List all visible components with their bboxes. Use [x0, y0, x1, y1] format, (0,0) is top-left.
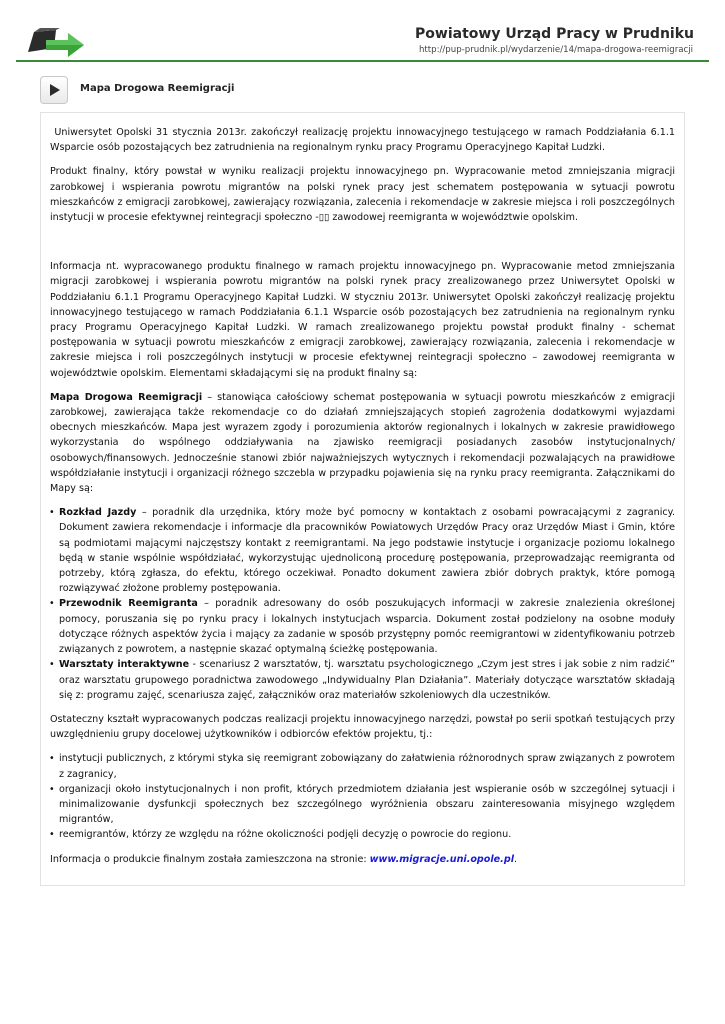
paragraph-intro: Uniwersytet Opolski 31 stycznia 2013r. zakończył realizację projektu innowacyjnego testującego w ramach Poddziałania 6.1.1 Wsparcie osób pozostających bez zatrudnienia na regionalnym rynku pracy Programu Operacyjnego Kapitał Ludzki. [50, 127, 675, 154]
migracje-link[interactable]: www.migracje.uni.opole.pl [369, 853, 514, 865]
paragraph-final-shape: Ostateczny kształt wypracowanych podczas realizacji projektu innowacyjnego narzędzi, powstał po serii spotkań testujących przy uwzględnieniu grupy docelowej użytkowników i odbiorców efektów projektu, tj.: [50, 713, 675, 741]
target-groups-list [50, 751, 675, 842]
list-item: • organizacji około instytucjonalnych i non profit, których przedmiotem działania jest wspieranie osób w szczególnej sytuacji i minimalizowanie dysfunkcji społecznych bez szczególnego wyróżnienia obszaru zainteresowania misyjnego względem migrantów, [50, 782, 675, 828]
list-item: • Przewodnik Reemigranta – poradnik adresowany do osób poszukujących informacji w zakresie znalezienia określonej pomocy, poruszania się po rynku pracy i lokalnych instytucjach wsparcia. Dokument został podzielony na osobne moduły dotyczące różnych aspektów życia i mający za zadanie w sposób przystępny pomóc reemigrantowi w zidentyfikowaniu potrzeb związanych z powrotem, a następnie skazać optymalną ścieżkę postępowania. [50, 596, 675, 657]
article-content [50, 125, 675, 876]
header-divider [16, 60, 709, 62]
page-header [16, 14, 709, 62]
list-item: • Warsztaty interaktywne - scenariusz 2 warsztatów, tj. warsztatu psychologicznego „Czym jest stres i jak sobie z nim radzić” oraz warsztatu grupowego poradnictwa zawodowego „Indywidualny Plan Działania”. Materiały dotyczące warsztatów składają się z: programu zajęć, scenariusza zajęć, załączników oraz materiałów szkoleniowych dla uczestników. [50, 657, 675, 703]
paragraph-product: Produkt finalny, który powstał w wyniku realizacji projektu innowacyjnego pn. Wypracowanie metod zmniejszania migracji zarobkowej i wspierania powrotu migrantów na polski rynek pracy jest schematem postępowania w sytuacji powrotu mieszkańców z emigracji zarobkowej, zawierający rozwiązania, zalecenia i rekomendacje w zakresie miejsca i roli poszczególnych instytucji w procesie efektywnej reintegracji społeczno -▯▯ zawodowej reemigranta w województwie opolskim. [50, 166, 675, 224]
pup-logo-icon [26, 26, 90, 58]
page-heading [40, 76, 680, 104]
paragraph-info: Informacja nt. wypracowanego produktu finalnego w ramach projektu innowacyjnego pn. Wypracowanie metod zmniejszania migracji zarobkowej i wspierania powrotu migrantów na polski rynek pracy zrealizowanego przez Uniwersytet Opolski w Poddziałaniu 6.1.1 Programu Operacyjnego Kapitał Ludzki. W styczniu 2013r. Uniwersytet Opolski zakończył realizację projektu innowacyjnego testującego w ramach Poddziałania 6.1.1 Wsparcie osób pozostających bez zatrudnienia na regionalnym rynku pracy Programu Operacyjnego Kapitał Ludzki. W ramach zrealizowanego projektu powstał produkt finalny - schemat postępowania w sytuacji powrotu mieszkańców z emigracji zarobkowej, zawierający rozwiązania, zalecenia i rekomendacje w zakresie miejsca i roli poszczególnych instytucji w procesie efektywnej reintegracji społeczno – zawodowej reemigranta w województwie opolskim. Elementami składającymi się na produkt finalny są: [50, 261, 675, 379]
play-arrow-icon [49, 84, 61, 96]
paragraph-link-info: Informacja o produkcie finalnym została zamieszczona na stronie: www.migracje.uni.opole.pl. [50, 853, 518, 865]
attachments-list [50, 505, 675, 703]
page-title: Mapa Drogowa Reemigracji [80, 83, 235, 94]
site-title: Powiatowy Urząd Pracy w Prudniku [415, 26, 694, 42]
article-box [40, 112, 685, 886]
site-url[interactable]: http://pup-prudnik.pl/wydarzenie/14/mapa-drogowa-reemigracji [418, 45, 693, 55]
section-arrow-button[interactable] [40, 76, 68, 104]
list-item: • reemigrantów, którzy ze względu na różne okoliczności podjęli decyzję o powrocie do regionu. [50, 827, 675, 842]
roadmap-term: Mapa Drogowa Reemigracji [50, 391, 203, 403]
paragraph-roadmap: Mapa Drogowa Reemigracji – stanowiąca całościowy schemat postępowania w sytuacji powrotu mieszkańców z emigracji zarobkowej, zawierająca także rekomendacje co do działań zmniejszających stopień zagrożenia dodatkowymi wyjazdami obecnych mieszkańców. Mapa jest wyrazem zgody i porozumienia aktorów regionalnych i lokalnych w zakresie prawidłowego wykorzystania do wspólnego oddziaływania na zjawisko reemigracji posiadanych zasobów instytucjonalnych/ osobowych/finansowych. Jednocześnie stanowi zbiór najważniejszych wytycznych i rekomendacji pozwalających na prawidłowe współdziałanie instytucji i organizacji różnego szczebla w przypadku pojawienia się na rynku pracy reemigranta. Załącznikami do Mapy są: [50, 391, 675, 495]
list-item: • Rozkład Jazdy – poradnik dla urzędnika, który może być pomocny w kontaktach z osobami powracającymi z zagranicy. Dokument zawiera rekomendacje i informacje dla pracowników Powiatowych Urzędów Pracy oraz Urzędów Miast i Gmin, które są podmiotami mającymi najczęstszy kontakt z reemigrantami. Na jego podstawie instytucje i organizacje poziomu lokalnego będą w stanie wspólnie współdziałać, wykorzystując ujednoliconą procedurę postępowania, przeprowadzając reemigranta od potrzeby, którą zgłasza, do efektu, którego oczekiwał. Ponadto dokument zawiera zbiór dobrych praktyk, które pomogą rozwiązywać złożone problemy postępowania. [50, 505, 675, 596]
list-item: • instytucji publicznych, z którymi styka się reemigrant zobowiązany do załatwienia różnorodnych spraw związanych z powrotem z zagranicy, [50, 751, 675, 781]
